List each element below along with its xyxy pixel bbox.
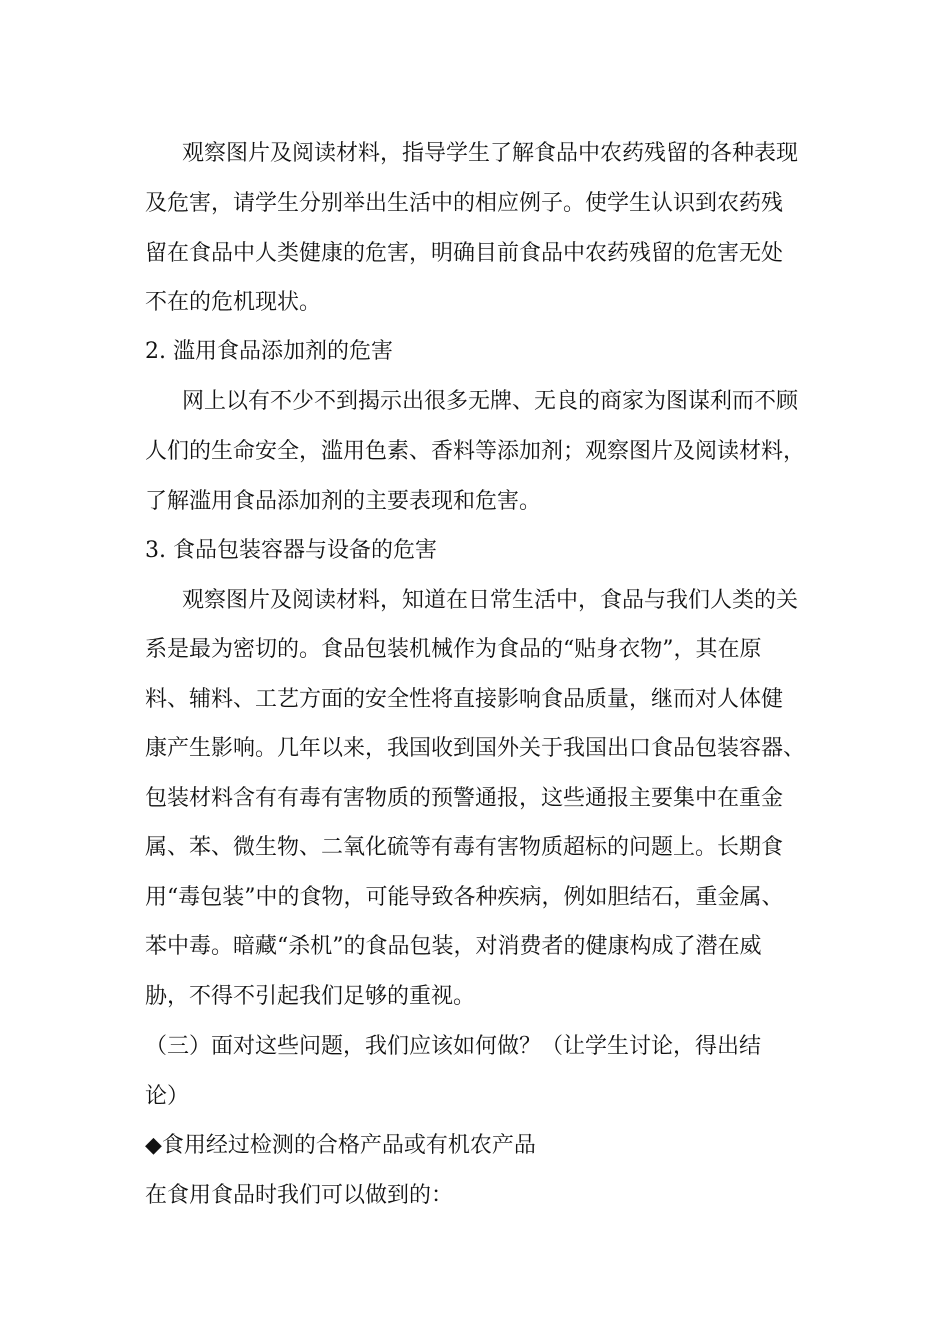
- paragraph-line: 人们的生命安全，滥用色素、香料等添加剂；观察图片及阅读材料，: [145, 439, 806, 464]
- paragraph-line: 观察图片及阅读材料，指导学生了解食品中农药残留的各种表现: [182, 141, 799, 166]
- paragraph-line: 康产生影响。几年以来，我国收到国外关于我国出口食品包装容器、: [145, 736, 806, 761]
- section-heading: 2. 滥用食品添加剂的危害: [145, 339, 393, 364]
- paragraph-line: 网上以有不少不到揭示出很多无牌、无良的商家为图谋利而不顾: [182, 389, 799, 414]
- section-heading: 3. 食品包装容器与设备的危害: [145, 538, 437, 563]
- section-heading: 论）: [145, 1084, 190, 1109]
- paragraph-line: 不在的危机现状。: [145, 290, 322, 315]
- paragraph-line: 包装材料含有有毒有害物质的预警通报，这些通报主要集中在重金: [145, 786, 784, 811]
- paragraph-line: 观察图片及阅读材料，知道在日常生活中，食品与我们人类的关: [182, 588, 799, 613]
- paragraph-line: 属、苯、微生物、二氧化硫等有毒有害物质超标的问题上。长期食: [145, 835, 784, 860]
- paragraph-line: 及危害，请学生分别举出生活中的相应例子。使学生认识到农药残: [145, 191, 784, 216]
- bullet-item: ◆食用经过检测的合格产品或有机农产品: [145, 1133, 536, 1158]
- section-heading: （三）面对这些问题，我们应该如何做？（让学生讨论，得出结: [145, 1034, 762, 1059]
- paragraph-line: 系是最为密切的。食品包装机械作为食品的“贴身衣物”，其在原: [145, 637, 762, 662]
- paragraph-line: 苯中毒。暗藏“杀机”的食品包装，对消费者的健康构成了潜在威: [145, 934, 762, 959]
- paragraph-line: 料、辅料、工艺方面的安全性将直接影响食品质量，继而对人体健: [145, 687, 784, 712]
- paragraph-line: 用“毒包装”中的食物，可能导致各种疾病，例如胆结石，重金属、: [145, 885, 784, 910]
- paragraph-line: 胁，不得不引起我们足够的重视。: [145, 984, 476, 1009]
- paragraph-line: 在食用食品时我们可以做到的：: [145, 1183, 454, 1208]
- paragraph-line: 了解滥用食品添加剂的主要表现和危害。: [145, 489, 542, 514]
- paragraph-line: 留在食品中人类健康的危害，明确目前食品中农药残留的危害无处: [145, 241, 784, 266]
